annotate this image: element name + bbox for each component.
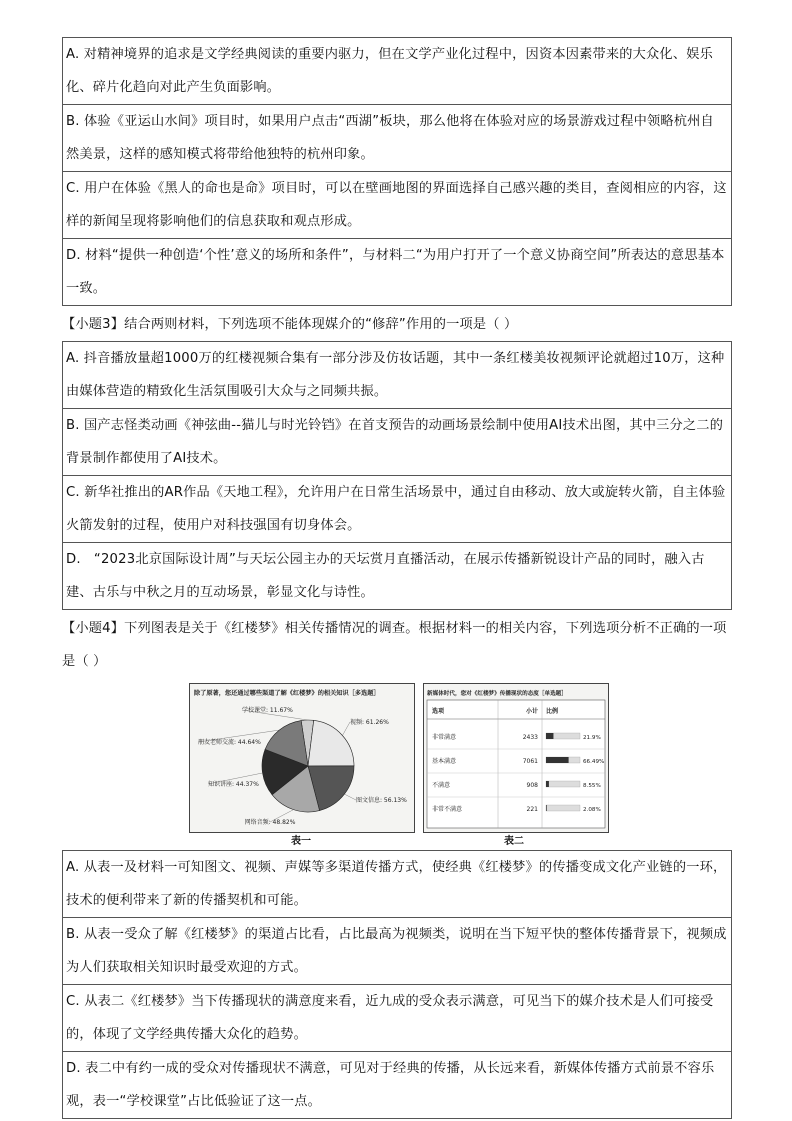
option-d[interactable]: D. 表二中有约一成的受众对传播现状不满意，可见对于经典的传播，从长远来看，新媒体传播方式前景不容乐观，表一“学校课堂”占比低验证了这一点。 <box>62 1051 732 1119</box>
option-d[interactable]: D. “2023北京国际设计周”与天坛公园主办的天坛赏月直播活动，在展示传播新锐设计产品的同时，融入古建、古乐与中秋之月的互动场景，彰显文化与诗性。 <box>62 542 732 610</box>
option-group-q3 <box>62 341 732 610</box>
table-cell-count: 7061 <box>522 758 538 765</box>
table-column-header: 小计 <box>525 708 538 715</box>
pie-data-label: 知识讲座: 44.37% <box>208 781 259 788</box>
table-column-header: 比例 <box>546 708 559 715</box>
pie-data-label: 网络音频: 48.82% <box>244 819 296 826</box>
attitude-table <box>424 684 608 832</box>
table-title: 新媒体时代，您对《红楼梦》传播现状的态度［单选题］ <box>427 691 567 697</box>
table-cell-count: 908 <box>526 782 538 789</box>
document-page <box>62 37 732 1119</box>
table-bar-fill <box>546 805 547 811</box>
pie-data-label: 朋友老师交流: 44.64% <box>198 739 261 746</box>
option-a[interactable]: A. 对精神境界的追求是文学经典阅读的重要内驱力，但在文学产业化过程中，因资本因素带来的大众化、娱乐化、碎片化趋向对此产生负面影响。 <box>62 37 732 104</box>
option-c[interactable]: C. 新华社推出的AR作品《天地工程》，允许用户在日常生活场景中，通过自由移动、放大或旋转火箭，自主体验火箭发射的过程，使用户对科技强国有切身体会。 <box>62 475 732 542</box>
option-b[interactable]: B. 从表一受众了解《红楼梦》的渠道占比看，占比最高为视频类，说明在当下短平快的整体传播背景下，视频成为人们获取相关知识时最受欢迎的方式。 <box>62 917 732 984</box>
table-cell-option: 非常满意 <box>432 734 457 741</box>
attitude-table-panel <box>423 683 609 833</box>
table-cell-percent: 66.49% <box>583 759 605 765</box>
pie-leader-line <box>342 722 350 735</box>
table-column-header: 选项 <box>432 708 445 715</box>
pie-data-label: 图文信息: 56.13% <box>356 797 407 804</box>
option-group-q2 <box>62 37 732 306</box>
pie-data-label: 视频: 61.26% <box>350 719 389 726</box>
option-group-q4 <box>62 850 732 1119</box>
table-bar-track <box>546 805 580 811</box>
table-cell-count: 221 <box>526 806 538 813</box>
option-d[interactable]: D. 材料“提供一种创造‘个性’意义的场所和条件”，与材料二“为用户打开了一个意义协商空间”所表达的意思基本一致。 <box>62 238 732 306</box>
table-cell-option: 不满意 <box>432 782 451 789</box>
option-b[interactable]: B. 国产志怪类动画《神弦曲--猫儿与时光铃铛》在首支预告的动画场景绘制中使用AI技术出图，其中三分之二的背景制作都使用了AI技术。 <box>62 408 732 475</box>
table-cell-percent: 2.08% <box>583 807 601 813</box>
table-cell-count: 2433 <box>522 734 538 741</box>
figure-caption-1: 表一 <box>291 836 311 847</box>
table-cell-percent: 8.55% <box>583 783 601 789</box>
table-bar-fill <box>546 757 569 763</box>
survey-figure <box>62 680 732 848</box>
table-bar-fill <box>546 781 549 787</box>
pie-chart <box>190 684 414 832</box>
pie-chart-title: 除了原著，您还通过哪些渠道了解《红楼梦》的相关知识［多选题］ <box>194 690 380 697</box>
pie-chart-panel <box>189 683 415 833</box>
table-bar-fill <box>546 733 553 739</box>
question-3-stem: 【小题3】结合两则材料，下列选项不能体现媒介的“修辞”作用的一项是（ ） <box>62 317 518 332</box>
option-c[interactable]: C. 用户在体验《黑人的命也是命》项目时，可以在壁画地图的界面选择自己感兴趣的类目，查阅相应的内容，这样的新闻呈现将影响他们的信息获取和观点形成。 <box>62 171 732 238</box>
question-4-stem: 【小题4】下列图表是关于《红楼梦》相关传播情况的调查。根据材料一的相关内容，下列选项分析不正确的一项是（ ） <box>62 621 727 669</box>
table-bar-track <box>546 781 580 787</box>
option-a[interactable]: A. 抖音播放量超1000万的红楼视频合集有一部分涉及仿妆话题，其中一条红楼美妆视频评论就超过10万，这种由媒体营造的精致化生活氛围吸引大众与之同频共振。 <box>62 341 732 408</box>
option-b[interactable]: B. 体验《亚运山水间》项目时，如果用户点击“西湖”板块，那么他将在体验对应的场景游戏过程中领略杭州自然美景，这样的感知模式将带给他独特的杭州印象。 <box>62 104 732 171</box>
pie-leader-line <box>344 794 356 800</box>
option-c[interactable]: C. 从表二《红楼梦》当下传播现状的满意度来看，近九成的受众表示满意，可见当下的媒介技术是人们可接受的，体现了文学经典传播大众化的趋势。 <box>62 984 732 1051</box>
pie-data-label: 学校课堂: 11.67% <box>242 707 293 714</box>
option-a[interactable]: A. 从表一及材料一可知图文、视频、声媒等多渠道传播方式，使经典《红楼梦》的传播变成文化产业链的一环，技术的便利带来了新的传播契机和可能。 <box>62 850 732 917</box>
figure-caption-2: 表二 <box>504 836 524 847</box>
table-cell-option: 基本满意 <box>432 758 457 765</box>
table-cell-percent: 21.9% <box>583 735 601 741</box>
table-cell-option: 非常不满意 <box>432 806 463 813</box>
